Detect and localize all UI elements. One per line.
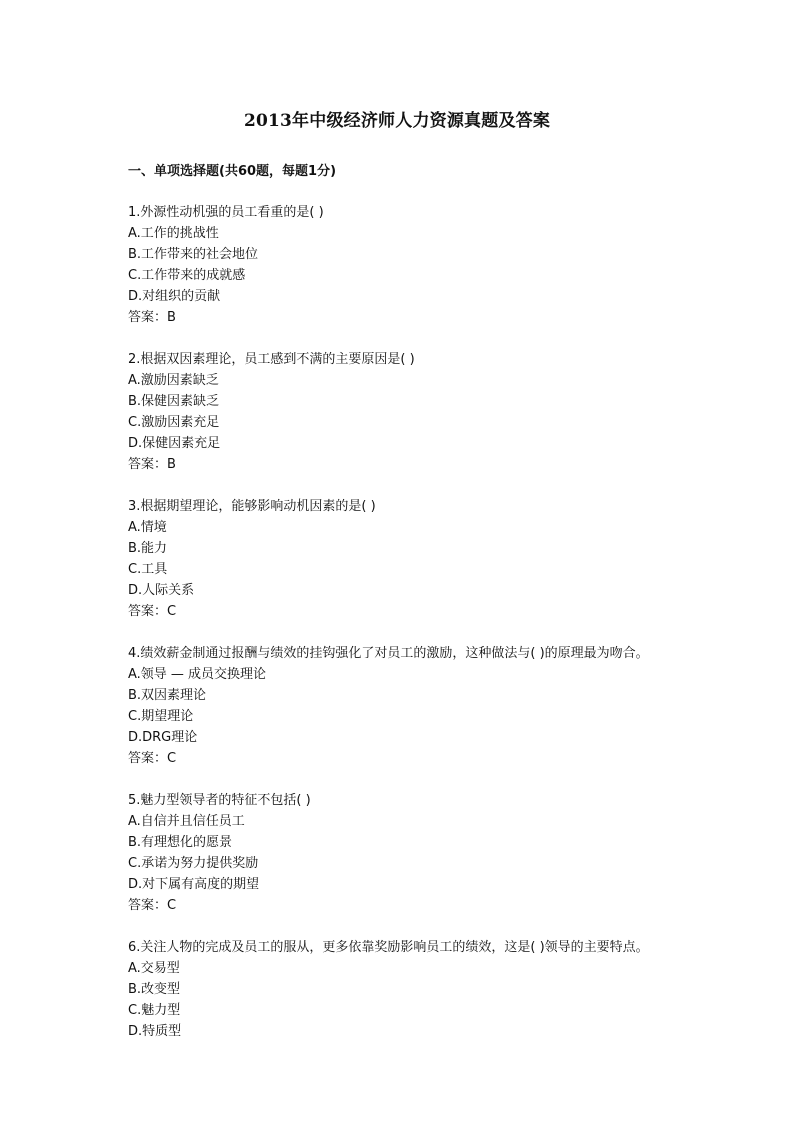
option-a: A.自信并且信任员工 <box>128 814 245 829</box>
question-5 <box>128 790 738 916</box>
option-c: C.激励因素充足 <box>128 415 220 430</box>
answer: 答案：C <box>128 604 177 619</box>
option-a: A.激励因素缺乏 <box>128 373 219 388</box>
question-stem: 2.根据双因素理论，员工感到不满的主要原因是( ) <box>128 352 415 367</box>
option-c: C.期望理论 <box>128 709 194 724</box>
question-list <box>128 202 738 1063</box>
option-c: C.工具 <box>128 562 168 577</box>
option-a: A.情境 <box>128 520 167 535</box>
option-a: A.工作的挑战性 <box>128 226 219 241</box>
option-d: D.特质型 <box>128 1024 182 1039</box>
page-title: 2013年中级经济师人力资源真题及答案 <box>243 111 551 131</box>
question-4 <box>128 643 738 769</box>
option-a: A.领导 — 成员交换理论 <box>128 667 267 682</box>
question-1 <box>128 202 738 328</box>
option-d: D.人际关系 <box>128 583 195 598</box>
question-stem: 6.关注人物的完成及员工的服从，更多依靠奖励影响员工的绩效，这是( )领导的主要特点。 <box>128 940 649 955</box>
question-2 <box>128 349 738 475</box>
option-d: D.保健因素充足 <box>128 436 221 451</box>
option-d: D.对下属有高度的期望 <box>128 877 260 892</box>
question-6 <box>128 937 738 1042</box>
option-b: B.有理想化的愿景 <box>128 835 233 850</box>
option-c: C.工作带来的成就感 <box>128 268 246 283</box>
option-c: C.魅力型 <box>128 1003 181 1018</box>
option-a: A.交易型 <box>128 961 180 976</box>
question-stem: 5.魅力型领导者的特征不包括( ) <box>128 793 311 808</box>
question-stem: 3.根据期望理论，能够影响动机因素的是( ) <box>128 499 376 514</box>
answer: 答案：B <box>128 457 176 472</box>
option-b: B.改变型 <box>128 982 181 997</box>
option-c: C.承诺为努力提供奖励 <box>128 856 259 871</box>
answer: 答案：C <box>128 751 177 766</box>
question-3 <box>128 496 738 622</box>
answer: 答案：B <box>128 310 176 325</box>
answer: 答案：C <box>128 898 177 913</box>
option-d: D.对组织的贡献 <box>128 289 221 304</box>
section-heading: 一、单项选择题(共60题，每题1分) <box>128 164 337 179</box>
option-b: B.保健因素缺乏 <box>128 394 220 409</box>
question-stem: 4.绩效薪金制通过报酬与绩效的挂钩强化了对员工的激励，这种做法与( )的原理最为吻合。 <box>128 646 649 661</box>
option-d: D.DRG理论 <box>128 730 198 745</box>
option-b: B.双因素理论 <box>128 688 207 703</box>
question-stem: 1.外源性动机强的员工看重的是( ) <box>128 205 324 220</box>
option-b: B.能力 <box>128 541 168 556</box>
option-b: B.工作带来的社会地位 <box>128 247 259 262</box>
